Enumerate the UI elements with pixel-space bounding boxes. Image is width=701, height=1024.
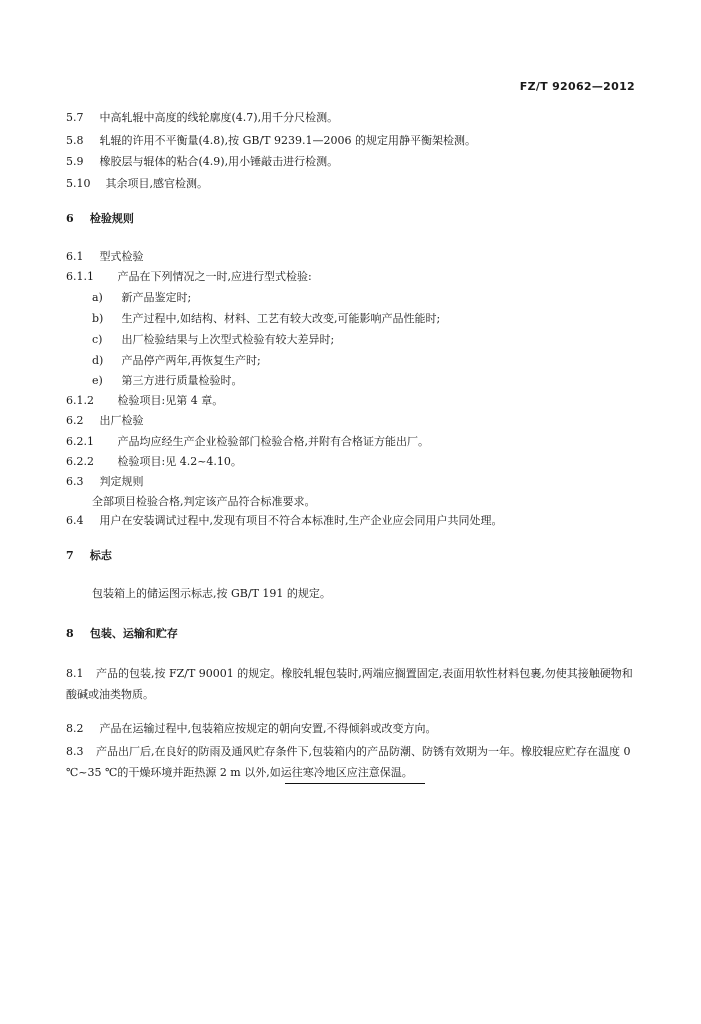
list-marker: d): [92, 354, 104, 367]
clause-text: 检验项目:见第 4 章。: [117, 394, 224, 407]
clause-number: 8.3: [66, 745, 84, 758]
clause-text: 产品在下列情况之一时,应进行型式检验:: [117, 270, 312, 283]
clause-6-2-1: [66, 435, 638, 449]
clause-text: 产品的包装,按 FZ/T 90001 的规定。橡胶轧辊包装时,两端应搁置固定,表面用软性材料包裹,勿使其接触硬物和酸碱或油类物质。: [66, 667, 633, 701]
list-item-a: [92, 291, 664, 305]
clause-text: 其余项目,感官检测。: [105, 177, 208, 190]
clause-6-4: [66, 514, 638, 528]
clause-5-7: [66, 111, 638, 125]
clause-6-1-1: [66, 270, 638, 284]
clause-6-2: [66, 414, 638, 428]
clause-8-1: [66, 663, 638, 705]
clause-number: 6.2.1: [66, 435, 94, 448]
list-text: 生产过程中,如结构、材料、工艺有较大改变,可能影响产品性能时;: [121, 312, 441, 325]
clause-6-3-body: [92, 495, 664, 509]
clause-number: 5.7: [66, 111, 84, 124]
standard-code: FZ/T 92062—2012: [519, 80, 635, 93]
chapter-7-heading: [66, 549, 638, 563]
clause-6-1-2: [66, 394, 638, 408]
list-marker: b): [92, 312, 104, 325]
list-item-c: [92, 333, 664, 347]
clause-6-3: [66, 475, 638, 489]
list-text: 第三方进行质量检验时。: [121, 374, 243, 387]
clause-text: 全部项目检验合格,判定该产品符合标准要求。: [92, 495, 316, 508]
clause-5-10: [66, 177, 638, 191]
clause-number: 8.1: [66, 667, 84, 680]
chapter-number: 8: [66, 627, 74, 640]
clause-number: 8.2: [66, 722, 84, 735]
clause-number: 6.3: [66, 475, 84, 488]
clause-text: 产品均应经生产企业检验部门检验合格,并附有合格证方能出厂。: [117, 435, 429, 448]
end-of-document-rule: [285, 783, 425, 784]
clause-text: 包装箱上的储运图示标志,按 GB/T 191 的规定。: [92, 587, 331, 600]
list-marker: a): [92, 291, 103, 304]
list-marker: c): [92, 333, 103, 346]
clause-number: 6.2.2: [66, 455, 94, 468]
list-text: 产品停产两年,再恢复生产时;: [121, 354, 261, 367]
chapter-6-heading: [66, 212, 638, 226]
clause-text: 产品在运输过程中,包装箱应按规定的朝向安置,不得倾斜或改变方向。: [99, 722, 437, 735]
clause-number: 5.10: [66, 177, 91, 190]
clause-number: 6.4: [66, 514, 84, 527]
clause-number: 5.9: [66, 155, 84, 168]
clause-text: 判定规则: [99, 475, 144, 488]
clause-number: 6.2: [66, 414, 84, 427]
list-item-d: [92, 354, 664, 368]
clause-number: 6.1.2: [66, 394, 94, 407]
chapter-number: 6: [66, 212, 74, 225]
clause-text: 型式检验: [99, 250, 144, 263]
clause-8-3: [66, 741, 638, 783]
clause-text: 产品出厂后,在良好的防雨及通风贮存条件下,包装箱内的产品防潮、防锈有效期为一年。橡胶辊应贮存在温度 0 ℃~35 ℃的干燥环境并距热源 2 m 以外,如运往寒冷地区应注意保温。: [66, 745, 631, 779]
list-text: 出厂检验结果与上次型式检验有较大差异时;: [121, 333, 335, 346]
clause-5-9: [66, 155, 638, 169]
clause-number: 5.8: [66, 134, 84, 147]
clause-text: 检验项目:见 4.2~4.10。: [117, 455, 242, 468]
clause-8-2: [66, 722, 638, 736]
list-marker: e): [92, 374, 103, 387]
clause-text: 中高轧辊中高度的线轮廓度(4.7),用千分尺检测。: [99, 111, 339, 124]
chapter-title: 检验规则: [89, 212, 134, 225]
chapter-8-heading: [66, 627, 638, 641]
list-text: 新产品鉴定时;: [121, 291, 192, 304]
list-item-e: [92, 374, 664, 388]
chapter-number: 7: [66, 549, 74, 562]
clause-6-2-2: [66, 455, 638, 469]
list-item-b: [92, 312, 664, 326]
clause-text: 用户在安装调试过程中,发现有项目不符合本标准时,生产企业应会同用户共同处理。: [99, 514, 503, 527]
clause-text: 橡胶层与辊体的粘合(4.9),用小锤敲击进行检测。: [99, 155, 339, 168]
clause-text: 出厂检验: [99, 414, 144, 427]
chapter-title: 包装、运输和贮存: [89, 627, 178, 640]
clause-number: 6.1: [66, 250, 84, 263]
chapter-title: 标志: [89, 549, 112, 562]
clause-6-1: [66, 250, 638, 264]
clause-number: 6.1.1: [66, 270, 94, 283]
clause-5-8: [66, 134, 638, 148]
chapter-7-body: [92, 587, 664, 601]
clause-text: 轧辊的许用不平衡量(4.8),按 GB/T 9239.1—2006 的规定用静平衡架检测。: [99, 134, 476, 147]
